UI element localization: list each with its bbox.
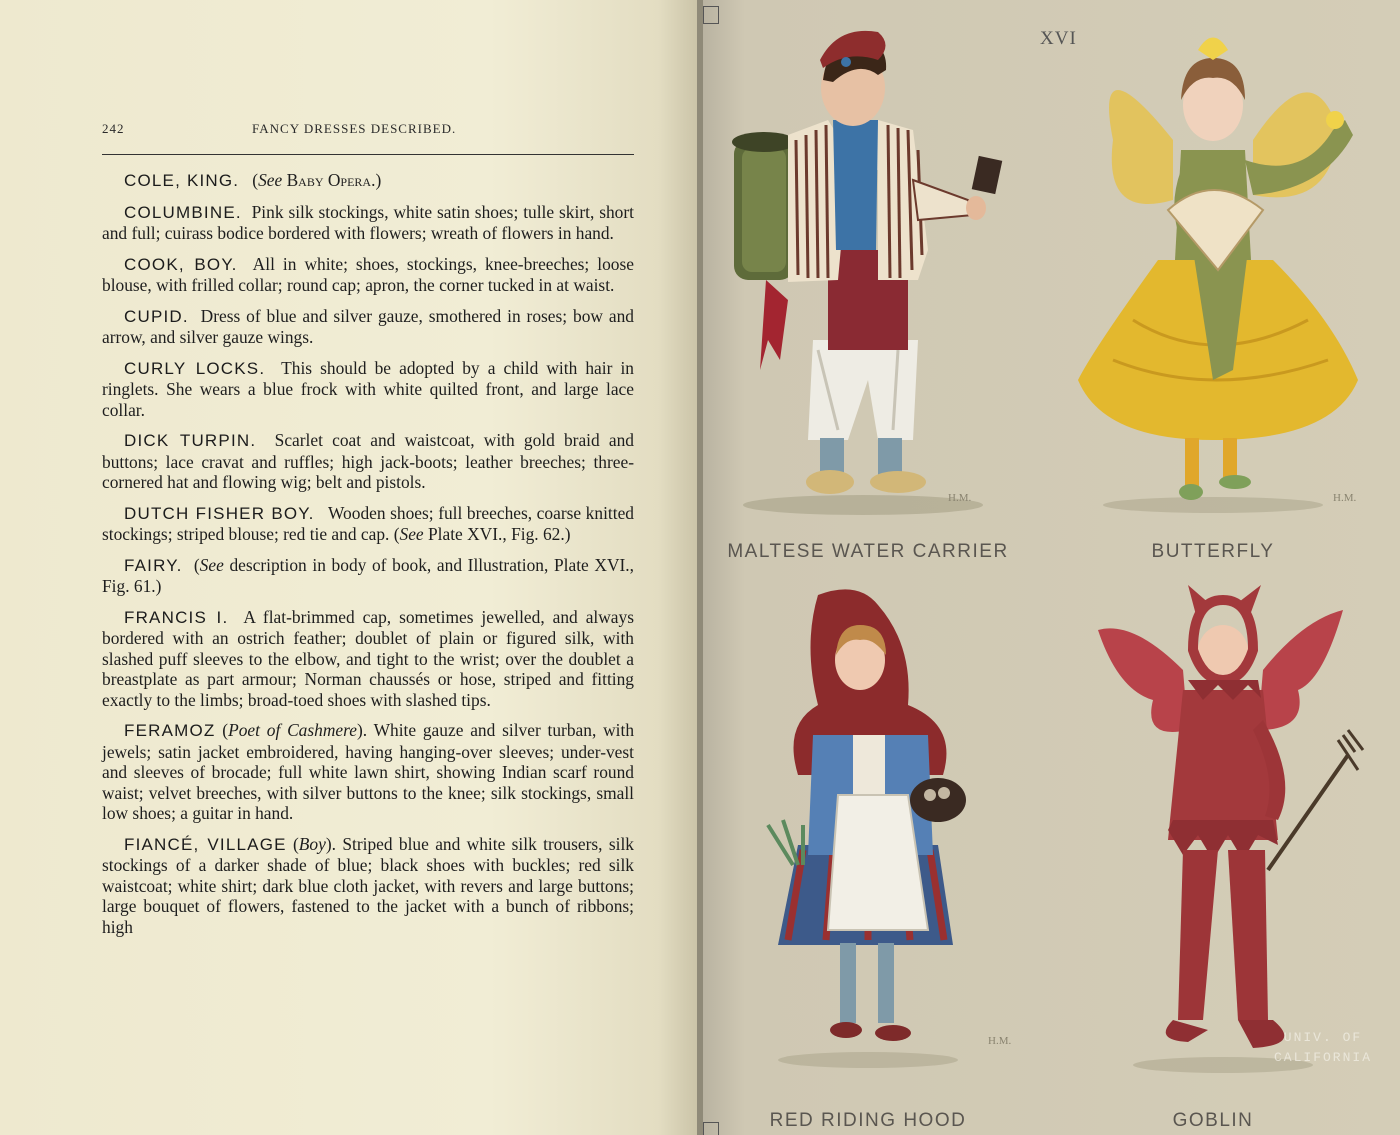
entry-fiance-village: FIANCÉ, VILLAGE (Boy). Striped blue and white silk trousers, silk stockings of a darker shade of blue; black shoes with buckles; red silk waistcoat; white shirt; dark blue cloth jacket, with revers and large buttons; large bouquet of flowers, fastened to the jacket with a bunch of ribbons; high <box>102 833 634 937</box>
caption-red-riding-hood: RED RIDING HOOD <box>769 1110 967 1131</box>
entry-heading: DICK TURPIN. <box>124 431 257 450</box>
entry-dick-turpin: DICK TURPIN. Scarlet coat and waistcoat, with gold braid and buttons; lace cravat and ruffles; high jack-boots; leather breeches; three-cornered hat and flowing wig; belt and pistols. <box>102 430 634 492</box>
artist-initials: H.M. <box>948 492 972 504</box>
entry-heading: DUTCH FISHER BOY. <box>124 503 315 523</box>
library-watermark: UNIV. OF CALIFORNIA <box>1273 1030 1372 1065</box>
goblin-illustration <box>1093 580 1393 1080</box>
entry-columbine: COLUMBINE. Pink silk stockings, white satin shoes; tulle skirt, short and full; cuirass bodice bordered with flowers; wreath of flowers in hand. <box>102 201 634 243</box>
caption-butterfly: BUTTERFLY <box>1151 541 1275 562</box>
entry-heading: COLUMBINE. <box>124 202 242 222</box>
entry-curly-locks: CURLY LOCKS. This should be adopted by a child with hair in ringlets. She wears a blue frock with white quilted front, and large lace collar. <box>102 357 634 420</box>
artist-initials: H.M. <box>988 1035 1012 1047</box>
entry-heading: CUPID. <box>124 306 189 326</box>
entry-heading: CURLY LOCKS. <box>124 358 266 378</box>
red-riding-hood-illustration <box>758 585 1018 1075</box>
running-head <box>102 121 634 141</box>
entry-cole-king: COLE, KING. (See Baby Opera.) <box>124 170 382 190</box>
caption-goblin: GOBLIN <box>1172 1110 1254 1131</box>
artist-initials: H.M. <box>1333 492 1357 504</box>
corner-mark <box>703 6 719 24</box>
entry-fairy: FAIRY. (See description in body of book, and Illustration, Plate XVI., Fig. 61.) <box>102 554 634 596</box>
entry-heading: FRANCIS I. <box>124 607 229 627</box>
right-page-plate <box>703 0 1400 1135</box>
entry-francis-i: FRANCIS I. A flat-brimmed cap, sometimes jewelled, and always bordered with an ostrich feather; doublet of plain or figured silk, with slashed puff sleeves to the elbow, and tight to the wrist; over the doublet a breastplate as part armour; Norman chaussés or hose, striped and fitting exactly to the limbs; broad-toed shoes with slashed tips. <box>102 606 634 710</box>
butterfly-illustration <box>1073 20 1400 520</box>
entry-heading: COLE, KING. <box>124 171 240 190</box>
entry-heading: COOK, BOY. <box>124 254 238 274</box>
entry-cupid: CUPID. Dress of blue and silver gauze, smothered in roses; bow and arrow, and silver gauze wings. <box>102 305 635 347</box>
plate-number: XVI <box>1040 28 1077 49</box>
caption-maltese-water-carrier: MALTESE WATER CARRIER <box>727 541 1009 562</box>
entry-heading: FERAMOZ <box>124 721 216 740</box>
page-number: 242 <box>102 121 125 136</box>
entry-list <box>102 170 634 947</box>
entry-feramoz: FERAMOZ (Poet of Cashmere). White gauze and silver turban, with jewels; satin jacket embroidered, having hanging-over sleeves; under-vest and sleeves of brocade; full white lawn shirt, showing Indian scarf round waist; velvet breeches, with silver buttons to the knee; silk stockings, small low shoes; a guitar in hand. <box>102 720 635 823</box>
maltese-water-carrier-illustration <box>728 20 1028 520</box>
header-rule <box>102 154 634 155</box>
entry-heading: FIANCÉ, VILLAGE <box>124 834 287 854</box>
entry-heading: FAIRY. <box>124 555 183 575</box>
entry-cook-boy: COOK, BOY. All in white; shoes, stockings, knee-breeches; loose blouse, with frilled collar; round cap; apron, the corner tucked in at waist. <box>102 253 634 295</box>
running-title: FANCY DRESSES DESCRIBED. <box>252 121 457 136</box>
entry-dutch-fisher-boy: DUTCH FISHER BOY. Wooden shoes; full breeches, coarse knitted stockings; striped blouse; red tie and cap. (See Plate XVI., Fig. 62.) <box>102 502 634 544</box>
